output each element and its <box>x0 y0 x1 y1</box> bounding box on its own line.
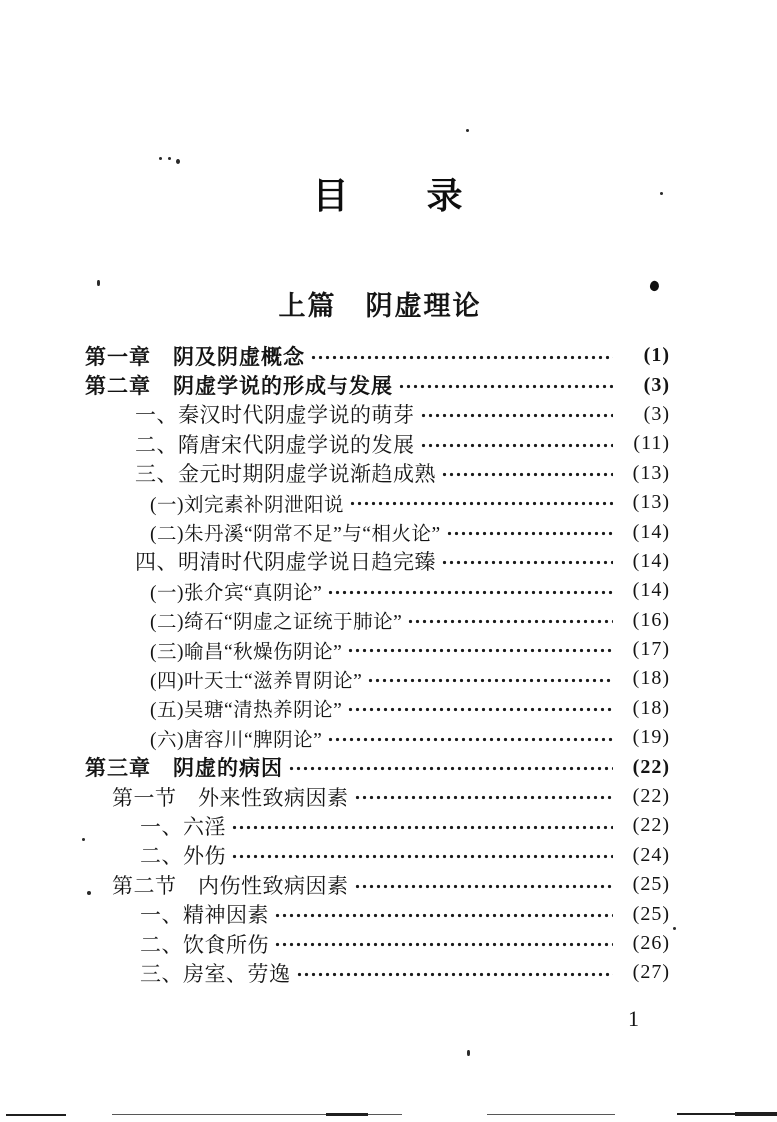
scan-speck <box>168 157 171 160</box>
toc-entry <box>85 958 670 987</box>
toc-entry-page: (26) <box>632 932 670 954</box>
scan-speck <box>82 838 85 841</box>
toc-entry-label: (六)唐容川“脾阴论” <box>150 729 323 751</box>
toc-entry-page: (3) <box>643 373 670 396</box>
page-number: 1 <box>628 1006 639 1031</box>
toc-entry <box>85 547 670 576</box>
toc-entry-label: (一)刘完素补阴泄阳说 <box>150 494 344 516</box>
toc-entry-page: (18) <box>632 696 670 719</box>
toc-entry-label: 第二章 阴虚学说的形成与发展 <box>85 375 393 399</box>
scan-speck <box>159 157 162 160</box>
toc-entry-label: 三、金元时期阴虚学说渐趋成熟 <box>135 462 436 487</box>
toc-entry <box>85 870 670 899</box>
toc-entry <box>85 782 670 811</box>
toc-entry-page: (25) <box>632 873 670 896</box>
toc-entry-label: (五)吴瑭“清热养阴论” <box>150 700 343 722</box>
toc-entry-page: (14) <box>632 579 670 602</box>
toc-entry-label: (二)绮石“阴虚之证统于肺论” <box>150 612 403 634</box>
scan-edge-line <box>487 1114 615 1115</box>
toc-entry <box>85 664 670 693</box>
toc-entry <box>85 400 670 429</box>
toc-entry <box>85 811 670 840</box>
part-heading: 上篇 阴虚理论 <box>278 291 482 321</box>
toc-entry-page: (24) <box>632 843 670 866</box>
toc-entry-label: (四)叶天士“滋养胃阴论” <box>150 670 363 692</box>
scan-edge-line <box>326 1113 368 1116</box>
toc-entry <box>85 370 670 399</box>
toc-entry-label: 第二节 内伤性致病因素 <box>112 873 349 898</box>
dot-leader <box>296 958 614 987</box>
toc-entry-label: (二)朱丹溪“阴常不足”与“相火论” <box>150 524 441 546</box>
toc-entry-label: 二、隋唐宋代阴虚学说的发展 <box>135 432 415 457</box>
dot-leader <box>367 664 613 693</box>
scan-speck <box>466 129 469 132</box>
scan-speck <box>87 891 91 895</box>
toc-entry-page: (14) <box>632 549 670 572</box>
toc-entry-page: (17) <box>632 638 670 661</box>
scan-edge-line <box>6 1114 66 1116</box>
toc-entry-page: (13) <box>632 461 670 484</box>
toc-entry-label: 三、房室、劳逸 <box>140 961 291 986</box>
dot-leader <box>310 341 613 370</box>
toc-entry <box>85 841 670 870</box>
toc-entry-page: (19) <box>632 726 670 749</box>
dot-leader <box>327 723 613 752</box>
toc-entry-label: (一)张介宾“真阴论” <box>150 582 323 604</box>
toc-entry-page: (16) <box>632 608 670 631</box>
toc-entry-label: 第一节 外来性致病因素 <box>112 785 349 810</box>
toc-list <box>85 341 670 988</box>
toc-entry <box>85 517 670 546</box>
toc-entry-label: 四、明清时代阴虚学说日趋完臻 <box>135 550 436 575</box>
dot-leader <box>420 400 614 429</box>
toc-entry <box>85 899 670 928</box>
scan-speck <box>673 927 676 930</box>
toc-entry-page: (11) <box>633 432 670 455</box>
toc-entry-label: 一、精神因素 <box>140 903 269 928</box>
toc-entry-page: (27) <box>632 961 670 984</box>
dot-leader <box>398 370 613 399</box>
toc-entry-page: (25) <box>632 902 670 925</box>
dot-leader <box>420 429 614 458</box>
toc-entry-page: (13) <box>632 491 670 514</box>
dot-leader <box>327 576 613 605</box>
toc-entry-page: (22) <box>632 755 670 778</box>
toc-entry <box>85 488 670 517</box>
dot-leader <box>231 841 613 870</box>
toc-entry-page: (22) <box>632 814 670 837</box>
toc-entry <box>85 606 670 635</box>
dot-leader <box>441 547 613 576</box>
scan-edge-line <box>735 1112 777 1116</box>
toc-entry-page: (18) <box>632 667 670 690</box>
scan-speck <box>467 1050 470 1056</box>
dot-leader <box>347 694 613 723</box>
toc-entry-page: (14) <box>632 520 670 543</box>
toc-entry <box>85 635 670 664</box>
toc-entry-label: 二、外伤 <box>140 844 226 869</box>
scan-speck <box>97 280 100 286</box>
toc-entry-label: 一、六淫 <box>140 814 226 839</box>
toc-entry-page: (1) <box>643 344 670 367</box>
toc-entry-label: 一、秦汉时代阴虚学说的萌芽 <box>135 403 415 428</box>
dot-leader <box>349 488 613 517</box>
toc-entry <box>85 576 670 605</box>
toc-entry-label: 第一章 阴及阴虚概念 <box>85 345 305 369</box>
toc-entry <box>85 929 670 958</box>
dot-leader <box>231 811 613 840</box>
dot-leader <box>441 459 613 488</box>
scan-speck <box>660 192 663 195</box>
page-title: 目 录 <box>312 175 465 216</box>
dot-leader <box>446 517 613 546</box>
toc-entry-label: 二、饮食所伤 <box>140 932 269 957</box>
scan-speck <box>176 159 180 164</box>
dot-leader <box>288 752 613 781</box>
toc-entry-label: (三)喻昌“秋燥伤阴论” <box>150 641 343 663</box>
dot-leader <box>354 870 614 899</box>
toc-entry-page: (3) <box>643 402 670 425</box>
toc-entry <box>85 429 670 458</box>
toc-entry <box>85 752 670 781</box>
toc-entry <box>85 459 670 488</box>
toc-entry <box>85 694 670 723</box>
dot-leader <box>354 782 614 811</box>
dot-leader <box>274 929 613 958</box>
dot-leader <box>407 606 613 635</box>
dot-leader <box>347 635 613 664</box>
toc-entry <box>85 723 670 752</box>
toc-entry <box>85 341 670 370</box>
toc-entry-label: 第三章 阴虚的病因 <box>85 757 283 781</box>
dot-leader <box>274 899 613 928</box>
toc-entry-page: (22) <box>632 785 670 808</box>
